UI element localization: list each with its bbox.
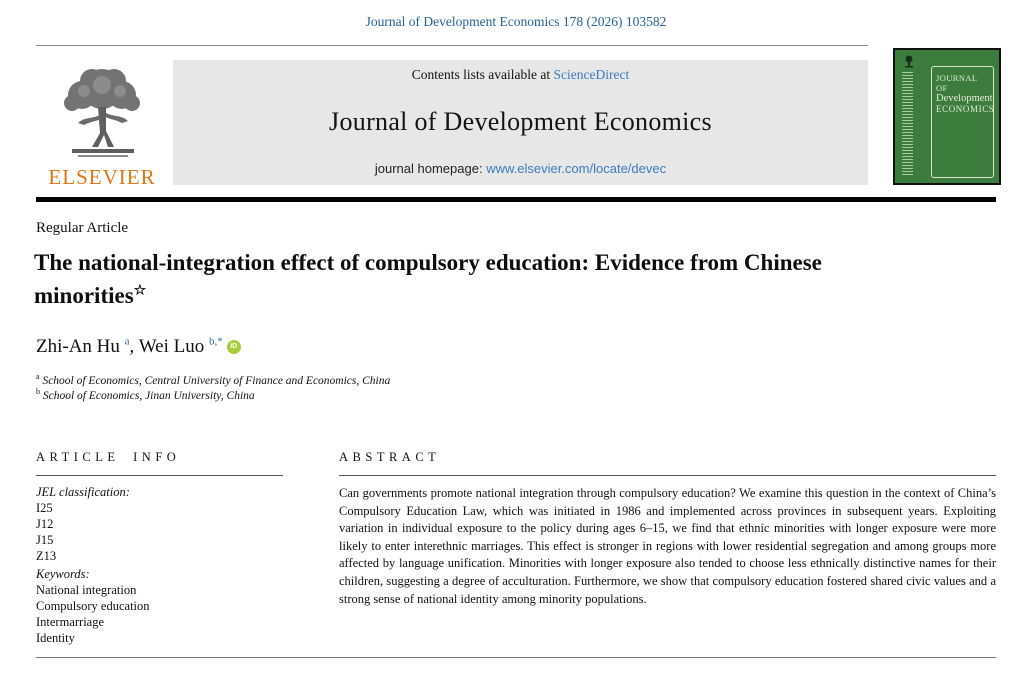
author-1-name: Zhi-An Hu [36, 336, 120, 357]
cover-title-box [931, 66, 994, 178]
article-title [34, 246, 874, 312]
contents-line [412, 67, 629, 83]
masthead-divider [36, 197, 996, 202]
author-byline [36, 336, 241, 358]
affiliation-b-sup: b [36, 387, 40, 397]
jel-code: J15 [36, 533, 54, 547]
journal-title: Journal of Development Economics [329, 107, 712, 136]
article-info-rule [36, 475, 283, 476]
abstract-heading: ABSTRACT [339, 450, 441, 464]
keyword: Intermarriage [36, 615, 105, 629]
journal-cover-thumbnail [893, 48, 1001, 185]
cover-title-line3: ECONOMICS [936, 104, 995, 114]
author-2-name: Wei Luo [138, 336, 205, 357]
jel-code: I25 [36, 501, 53, 515]
sciencedirect-link[interactable]: ScienceDirect [553, 67, 630, 82]
keyword: Compulsory education [36, 599, 150, 613]
cover-spine-text [902, 72, 913, 177]
jel-code: J12 [36, 517, 54, 531]
elsevier-wordmark: ELSEVIER [48, 165, 156, 189]
author-2-affiliation-sup: b,* [208, 335, 223, 348]
article-type-label: Regular Article [36, 220, 129, 236]
affiliation-b-text: School of Economics, Jinan University, China [42, 390, 255, 402]
jel-label: JEL classification: [36, 485, 130, 499]
abstract-text: Can governments promote national integration through compulsory education? We examine this question in the context of China’s Compulsory Education Law, which was initiated in 1986 and implemented across provinces in subsequent years. Exploiting variation in individual exposure to the policy during ages 6–15, we find that ethnic minorities with longer exposure were more likely to enter interethnic marriages. This effect is stronger in regions with lower residential segregation and among groups more affected by language unification. Minorities with longer exposure also tended to choose less ethnically distinctive names for their children, suggesting a degree of acculturation. Furthermore, we show that compulsory education fostered shared civic values and a strong sense of national identity among minority populations. [339, 486, 996, 606]
orcid-icon[interactable]: iD [227, 340, 241, 354]
keyword: Identity [36, 631, 75, 645]
affiliation-a-sup: a [36, 372, 40, 382]
affiliation-a [36, 374, 390, 389]
cover-title-line1: JOURNAL OF [936, 73, 978, 93]
author-separator: , [129, 336, 139, 357]
article-title-text: The national-integration effect of compulsory education: Evidence from Chinese minorities [34, 250, 822, 308]
affiliations [36, 374, 390, 404]
article-info-heading: ARTICLE INFO [36, 450, 181, 464]
homepage-line [375, 161, 666, 176]
abstract-section [339, 450, 996, 608]
abstract-rule [339, 475, 996, 476]
keywords-label: Keywords: [36, 567, 90, 581]
journal-citation: Journal of Development Economics 178 (2026) 103582 [365, 14, 667, 29]
cover-title-line2: Development [936, 93, 993, 104]
title-footnote-star[interactable]: ☆ [133, 283, 147, 299]
bottom-divider [36, 657, 996, 658]
keyword: National integration [36, 583, 137, 597]
contents-line-text: Contents lists available at [411, 67, 554, 82]
top-divider [36, 45, 868, 46]
elsevier-logo [36, 56, 168, 190]
affiliation-a-text: School of Economics, Central University of Finance and Economics, China [42, 375, 391, 387]
journal-banner [173, 60, 868, 185]
elsevier-tree-icon [54, 63, 150, 163]
author-1-affiliation-sup: a [124, 335, 130, 348]
homepage-prefix: journal homepage: [374, 161, 487, 176]
homepage-link[interactable]: www.elsevier.com/locate/devec [486, 161, 667, 176]
affiliation-b [36, 389, 390, 404]
article-info-section [36, 450, 283, 646]
jel-code: Z13 [36, 549, 57, 563]
